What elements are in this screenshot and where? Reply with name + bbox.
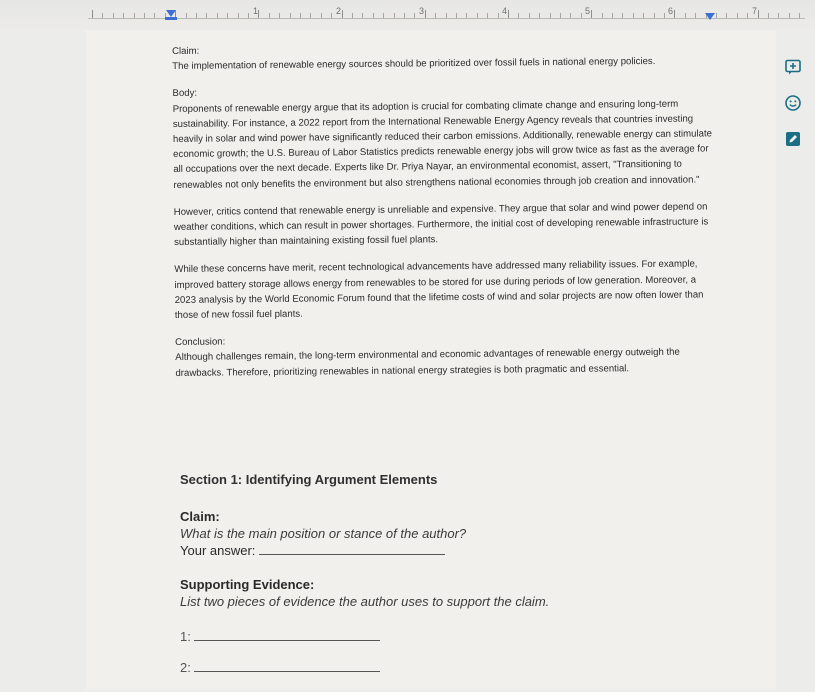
- ruler-tick: [321, 13, 322, 18]
- ruler-line: [88, 18, 805, 19]
- ruler-number: 3: [419, 6, 425, 16]
- ruler-tick: [695, 13, 696, 18]
- ruler-tick: [685, 13, 686, 18]
- claim-question-prompt: What is the main position or stance of the author?: [180, 526, 467, 541]
- ruler-tick: [113, 13, 114, 18]
- essay-text: [172, 38, 721, 393]
- ruler-tick: [279, 13, 280, 18]
- ruler-tick: [394, 13, 395, 18]
- body-paragraph-3: While these concerns have merit, recent technological advancements have addressed many reliability issues. For example, improved battery storage allows energy from renewables to be stored for use during periods of low generation. Moreover, a 2023 analysis by the World Economic Forum found that the lifetime costs of wind and solar projects are now often lower than those of new fossil fuel plants.: [174, 258, 704, 322]
- ruler-tick: [726, 13, 727, 18]
- ruler-tick: [654, 13, 655, 18]
- ruler-tick: [269, 13, 270, 18]
- ruler-number: 2: [336, 6, 342, 16]
- answer-blank[interactable]: [259, 542, 445, 555]
- evidence-item-2: [180, 659, 700, 676]
- ruler-tick: [331, 13, 332, 18]
- ruler-tick: [92, 10, 93, 18]
- evidence-item-1: [180, 628, 700, 645]
- conclusion-block: [175, 330, 720, 381]
- ruler-tick: [435, 13, 436, 18]
- ruler-tick: [362, 13, 363, 18]
- conclusion-label: Conclusion:: [175, 336, 226, 349]
- ruler-tick: [446, 13, 447, 18]
- ruler-number: 4: [502, 6, 508, 16]
- ruler-tick: [154, 13, 155, 18]
- horizontal-ruler: [0, 0, 815, 30]
- ruler-tick: [383, 13, 384, 18]
- ruler-tick: [217, 13, 218, 18]
- ruler-tick: [789, 13, 790, 18]
- ruler-tick: [758, 10, 759, 18]
- ruler-tick: [550, 13, 551, 18]
- ruler-tick: [248, 13, 249, 18]
- ruler-tick: [186, 13, 187, 18]
- ruler-tick: [477, 13, 478, 18]
- ruler-tick: [622, 13, 623, 18]
- ruler-tick: [102, 13, 103, 18]
- ruler-tick: [373, 13, 374, 18]
- ruler-tick: [290, 13, 291, 18]
- evidence-question-title: Supporting Evidence:: [180, 577, 315, 592]
- ruler-tick: [581, 13, 582, 18]
- evidence-item-1-label: 1:: [180, 629, 191, 644]
- ruler-number: 6: [668, 6, 674, 16]
- ruler-tick: [466, 13, 467, 18]
- ruler-tick: [643, 13, 644, 18]
- claim-question: [180, 509, 700, 559]
- first-line-indent-marker[interactable]: [165, 17, 177, 20]
- ruler-tick: [560, 13, 561, 18]
- ruler-tick: [716, 13, 717, 18]
- section-1: [180, 472, 700, 692]
- ruler-tick: [799, 13, 800, 18]
- evidence-item-1-blank[interactable]: [194, 628, 380, 641]
- add-comment-icon[interactable]: [784, 58, 802, 76]
- evidence-item-2-blank[interactable]: [194, 659, 380, 672]
- section-heading: Section 1: Identifying Argument Elements: [180, 472, 438, 487]
- evidence-question: [180, 577, 700, 676]
- ruler-tick: [300, 13, 301, 18]
- suggest-edit-icon[interactable]: [784, 130, 802, 148]
- ruler-tick: [206, 13, 207, 18]
- emoji-icon[interactable]: [784, 94, 802, 112]
- ruler-tick: [310, 13, 311, 18]
- side-toolbar: [784, 58, 806, 166]
- ruler-tick: [227, 13, 228, 18]
- ruler-tick: [404, 13, 405, 18]
- ruler-tick: [778, 13, 779, 18]
- left-indent-marker[interactable]: [166, 10, 176, 17]
- claim-label: Claim:: [172, 45, 200, 57]
- ruler-tick: [487, 13, 488, 18]
- claim-question-title: Claim:: [180, 509, 220, 524]
- ruler-tick: [144, 13, 145, 18]
- claim-block: [172, 38, 717, 74]
- body-text-1: Proponents of renewable energy argue that its adoption is crucial for combating climate change and ensuring long-term sustainability. For instance, a 2022 report from the International Renewable Energy Agency reveals that countries investing heavily in solar and wind power have significantly reduced their carbon emissions. Additionally, renewable energy can stimulate economic growth; the U.S. Bureau of Labor Statistics predicts renewable energy jobs will grow twice as fast as the average for all occupations over the next decade. Experts like Dr. Priya Nayar, an environmental economist, assert, "Transitioning to renewables not only benefits the environment but also strengthens national economies through job creation and innovation.": [172, 98, 712, 191]
- ruler-tick: [664, 13, 665, 18]
- evidence-question-prompt: List two pieces of evidence the author uses to support the claim.: [180, 594, 550, 609]
- right-indent-marker[interactable]: [705, 13, 715, 20]
- evidence-item-2-label: 2:: [180, 660, 191, 675]
- ruler-tick: [134, 13, 135, 18]
- ruler-number: 5: [585, 6, 591, 16]
- ruler-tick: [425, 10, 426, 18]
- ruler-tick: [238, 13, 239, 18]
- ruler-tick: [518, 13, 519, 18]
- ruler-tick: [570, 13, 571, 18]
- body-label: Body:: [172, 88, 198, 100]
- ruler-tick: [414, 13, 415, 18]
- ruler-tick: [352, 13, 353, 18]
- ruler-tick: [768, 13, 769, 18]
- ruler-tick: [737, 13, 738, 18]
- body-paragraph-2: However, critics contend that renewable energy is unreliable and expensive. They argue that solar and wind power depend on weather conditions, which can result in power shortages. Furthermore, the initial cost of developing renewable infrastructure is substantially higher than maintaining existing fossil fuel plants.: [173, 201, 709, 249]
- claim-text: The implementation of renewable energy sources should be prioritized over fossil fuels in national energy policies.: [172, 56, 656, 73]
- ruler-tick: [529, 13, 530, 18]
- ruler-tick: [342, 10, 343, 18]
- body-paragraph-1: [172, 81, 718, 193]
- ruler-tick: [258, 10, 259, 18]
- conclusion-text: Although challenges remain, the long-term environmental and economic advantages of renewable energy outweigh the drawbacks. Therefore, prioritizing renewables in national energy strategies is both pragmatic and essential.: [175, 347, 680, 379]
- answer-row: [180, 542, 700, 559]
- ruler-tick: [602, 13, 603, 18]
- ruler-tick: [196, 13, 197, 18]
- ruler-tick: [633, 13, 634, 18]
- ruler-tick: [747, 13, 748, 18]
- ruler-tick: [591, 10, 592, 18]
- ruler-number: 7: [752, 6, 758, 16]
- ruler-tick: [456, 13, 457, 18]
- ruler-tick: [674, 10, 675, 18]
- ruler-tick: [508, 10, 509, 18]
- answer-label: Your answer:: [180, 543, 256, 558]
- ruler-tick: [612, 13, 613, 18]
- ruler-tick: [123, 13, 124, 18]
- ruler-tick: [498, 13, 499, 18]
- ruler-tick: [539, 13, 540, 18]
- ruler-number: 1: [253, 6, 259, 16]
